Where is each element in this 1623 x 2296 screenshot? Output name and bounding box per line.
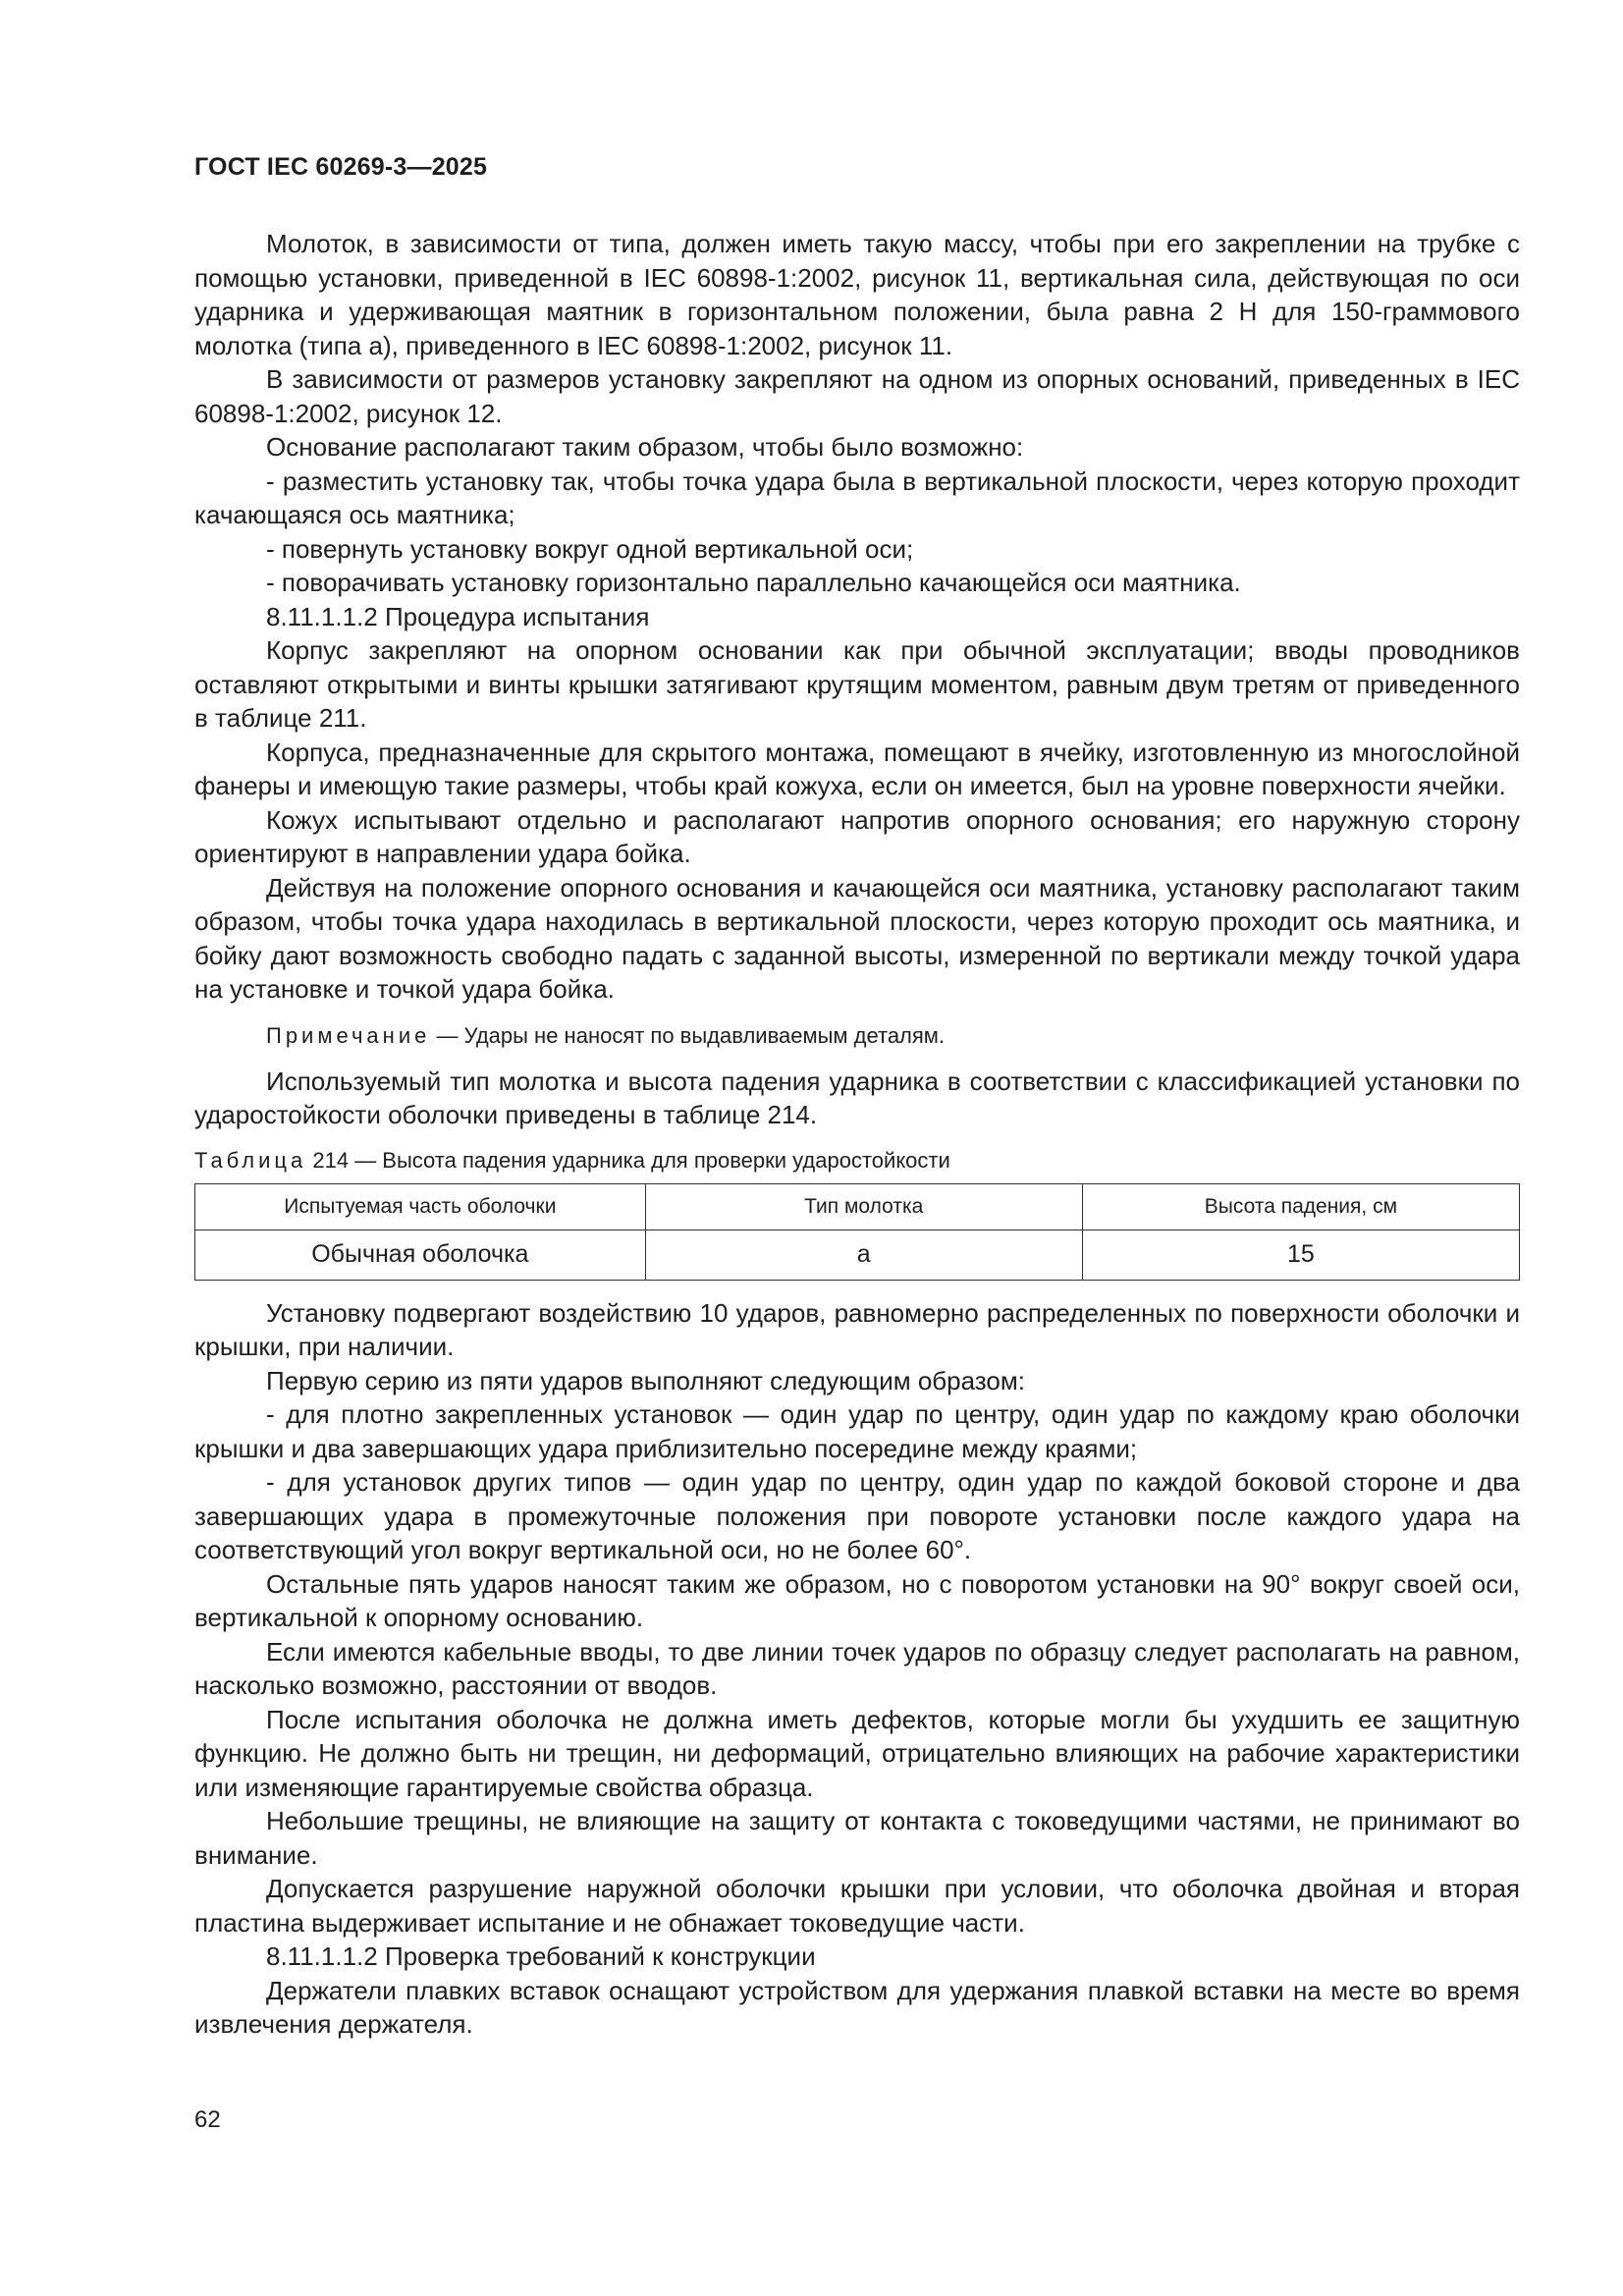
paragraph: Остальные пять ударов наносят таким же образом, но с поворотом установки на 90° вокруг своей оси, вертикальной к опорному основанию. xyxy=(194,1568,1520,1632)
paragraphs-bottom xyxy=(194,1296,1520,2042)
table-caption-label: Таблица xyxy=(194,1147,307,1173)
paragraph: Корпуса, предназначенные для скрытого монтажа, помещают в ячейку, изготовленную из многослойной фанеры и имеющую такие размеры, чтобы край кожуха, если он имеется, был на уровне поверхности ячейки. xyxy=(194,737,1520,800)
table-cell: 15 xyxy=(1082,1230,1519,1280)
paragraph: Допускается разрушение наружной оболочки крышки при условии, что оболочка двойная и вторая пластина выдерживает испытание и не обнажает токоведущие части. xyxy=(194,1874,1520,1938)
list-item: - для плотно закрепленных установок — один удар по центру, один удар по каждому краю оболочки крышки и два завершающих удара приблизительно посередине между краями; xyxy=(194,1399,1520,1463)
paragraph: Действуя на положение опорного основания и качающейся оси маятника, установку располагают таким образом, чтобы точка удара находилась в вертикальной плоскости, через которую проходит ось маятника, и бойку дают возможность свободно падать с заданной высоты, измеренной по вертикали между точкой удара на установке и точкой удара бойка. xyxy=(194,872,1520,1004)
note-label: Примечание xyxy=(266,1022,431,1048)
data-table xyxy=(194,1183,1520,1281)
table-caption xyxy=(194,1146,1520,1175)
table-header-cell: Высота падения, см xyxy=(1082,1183,1519,1230)
table-header-cell: Тип молотка xyxy=(645,1183,1082,1230)
document-header: ГОСТ IEC 60269-3—2025 xyxy=(194,153,488,181)
paragraph: Если имеются кабельные вводы, то две линии точек ударов по образцу следует располагать на равном, насколько возможно, расстоянии от вводов. xyxy=(194,1636,1520,1700)
table-row xyxy=(195,1230,1520,1280)
paragraph: Корпус закрепляют на опорном основании как при обычной эксплуатации; вводы проводников оставляют открытыми и винты крышки затягивают крутящим моментом, равным двум третям от приведенного в таблице 211. xyxy=(194,635,1520,733)
table-header-cell: Испытуемая часть оболочки xyxy=(195,1183,646,1230)
document-body xyxy=(194,227,1520,2042)
paragraph: После испытания оболочка не должна иметь дефектов, которые могли бы ухудшить ее защитную функцию. Не должно быть ни трещин, ни деформаций, отрицательно влияющих на рабочие характеристики или изменяющие гарантируемые свойства образца. xyxy=(194,1704,1520,1802)
section-heading: 8.11.1.1.2 Процедура испытания xyxy=(266,601,650,631)
list-item: - повернуть установку вокруг одной вертикальной оси; xyxy=(266,533,914,564)
paragraph: Используемый тип молотка и высота падения ударника в соответствии с классификацией установки по ударостойкости оболочки приведены в таблице 214. xyxy=(194,1066,1520,1129)
list-item: - разместить установку так, чтобы точка удара была в вертикальной плоскости, через которую проходит качающаяся ось маятника; xyxy=(194,465,1520,529)
paragraphs-top xyxy=(194,227,1520,1007)
page-number: 62 xyxy=(194,2106,221,2133)
note-text: — Удары не наносят по выдавливаемым деталям. xyxy=(430,1022,946,1048)
paragraph: Первую серию из пяти ударов выполняют следующим образом: xyxy=(266,1365,1025,1395)
paragraph: В зависимости от размеров установку закрепляют на одном из опорных оснований, приведенных в IEC 60898-1:2002, рисунок 12. xyxy=(194,364,1520,428)
list-item: - для установок других типов — один удар по центру, один удар по каждой боковой стороне и два завершающих удара в промежуточные положения при повороте установки после каждого удара на соответствующий угол вокруг вертикальной оси, но не более 60°. xyxy=(194,1467,1520,1564)
table-header-row xyxy=(195,1183,1520,1230)
paragraph: Держатели плавких вставок оснащают устройством для удержания плавкой вставки на месте во время извлечения держателя. xyxy=(194,1975,1520,2039)
note xyxy=(194,1021,1520,1051)
section-heading: 8.11.1.1.2 Проверка требований к конструкции xyxy=(266,1941,816,1971)
paragraph: Основание располагают таким образом, чтобы было возможно: xyxy=(266,432,1024,462)
paragraph: Молоток, в зависимости от типа, должен иметь такую массу, чтобы при его закреплении на трубке с помощью установки, приведенной в IEC 60898-1:2002, рисунок 11, вертикальная сила, действующая по оси ударника и удерживающая маятник в горизонтальном положении, была равна 2 Н для 150-граммового молотка (типа а), приведенного в IEC 60898-1:2002, рисунок 11. xyxy=(194,229,1520,360)
table-cell: а xyxy=(645,1230,1082,1280)
table-caption-text: 214 — Высота падения ударника для проверки ударостойкости xyxy=(306,1147,950,1173)
list-item: - поворачивать установку горизонтально параллельно качающейся оси маятника. xyxy=(266,568,1241,597)
paragraph: Установку подвергают воздействию 10 ударов, равномерно распределенных по поверхности оболочки и крышки, при наличии. xyxy=(194,1297,1520,1361)
paragraph: Небольшие трещины, не влияющие на защиту от контакта с токоведущими частями, не принимают во внимание. xyxy=(194,1806,1520,1870)
table-cell: Обычная оболочка xyxy=(195,1230,646,1280)
paragraph: Кожух испытывают отдельно и располагают напротив опорного основания; его наружную сторону ориентируют в направлении удара бойка. xyxy=(194,804,1520,868)
